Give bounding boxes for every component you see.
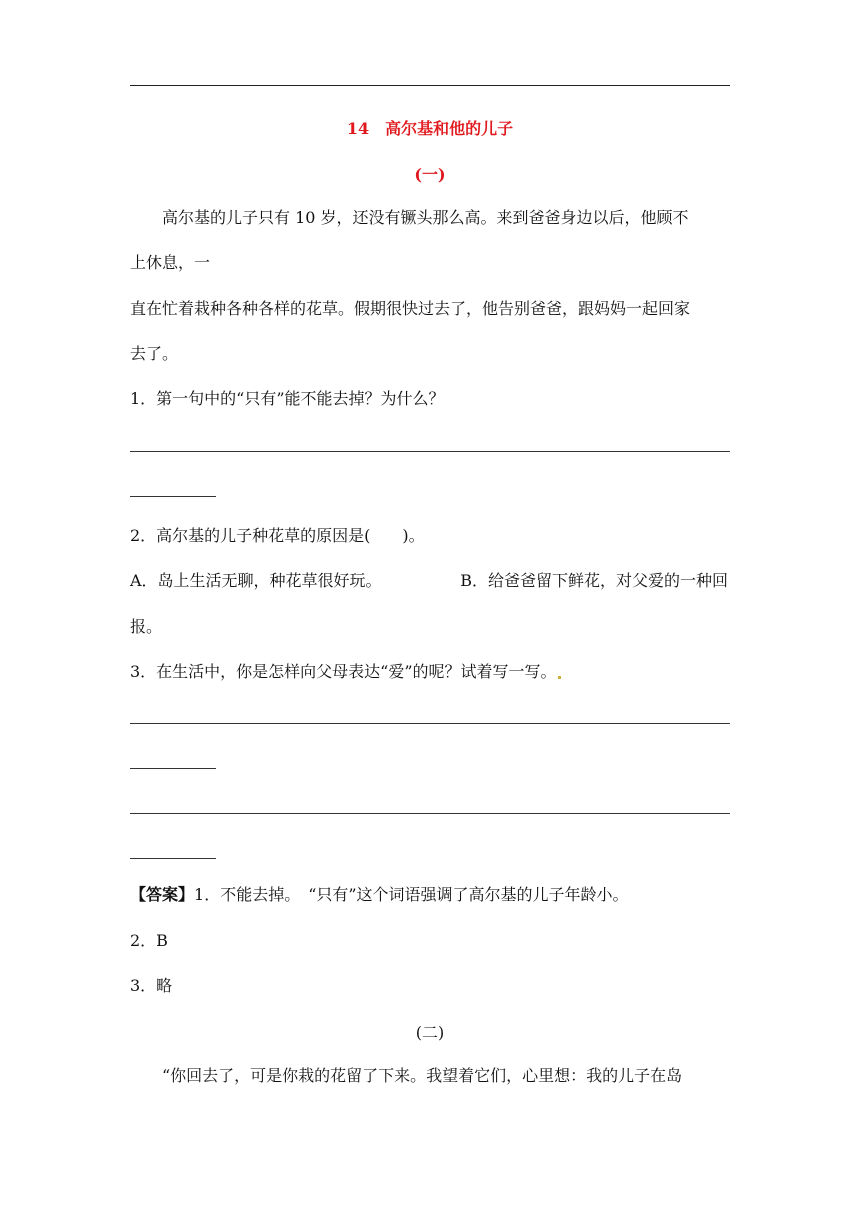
answer-line-1 bbox=[130, 884, 629, 906]
section-title-2: (二) bbox=[415, 1023, 445, 1042]
question-3-text: 3．在生活中，你是怎样向父母表达“爱”的呢？试着写一写。 bbox=[130, 662, 557, 681]
passage2-line-1: “你回去了，可是你栽的花留了下来。我望着它们，心里想：我的儿子在岛 bbox=[162, 1066, 683, 1085]
passage1-line-3: 直在忙着栽种各种各样的花草。假期很快过去了，他告别爸爸，跟妈妈一起回家 bbox=[130, 299, 691, 318]
question-2-options bbox=[130, 570, 728, 592]
passage1-line-1: 高尔基的儿子只有 10 岁，还没有镢头那么高。来到爸爸身边以后，他顾不 bbox=[162, 208, 689, 227]
answer-line-q3-c[interactable] bbox=[130, 813, 730, 814]
answer-line-3: 3．略 bbox=[130, 976, 173, 995]
answer-label: 【答案】 bbox=[130, 885, 195, 904]
option-b-part2: 报。 bbox=[130, 617, 163, 636]
passage1-line-2: 上休息，一 bbox=[130, 253, 211, 272]
question-1: 1．第一句中的“只有”能不能去掉？为什么？ bbox=[130, 389, 445, 408]
answer-line-2: 2．B bbox=[130, 931, 168, 950]
header-rule bbox=[130, 85, 730, 86]
answer-line-q3-a[interactable] bbox=[130, 723, 730, 724]
answer-line-q1-a[interactable] bbox=[130, 451, 730, 452]
page-title: 14 高尔基和他的儿子 bbox=[346, 119, 514, 138]
question-2: 2．高尔基的儿子种花草的原因是( )。 bbox=[130, 526, 425, 545]
question-3 bbox=[130, 661, 562, 683]
passage1-line-4: 去了。 bbox=[130, 344, 179, 363]
option-b-part1: B．给爸爸留下鲜花，对父爱的一种回 bbox=[460, 571, 728, 590]
answer-line-q1-b[interactable] bbox=[130, 496, 216, 497]
answer-line-q3-b[interactable] bbox=[130, 768, 216, 769]
section-title-1: (一) bbox=[414, 165, 446, 184]
answer-line-q3-d[interactable] bbox=[130, 858, 216, 859]
edit-mark-icon bbox=[558, 676, 561, 679]
option-a: A．岛上生活无聊，种花草很好玩。 bbox=[130, 571, 382, 590]
answer-text-1: 1．不能去掉。 “只有”这个词语强调了高尔基的儿子年龄小。 bbox=[194, 885, 629, 904]
